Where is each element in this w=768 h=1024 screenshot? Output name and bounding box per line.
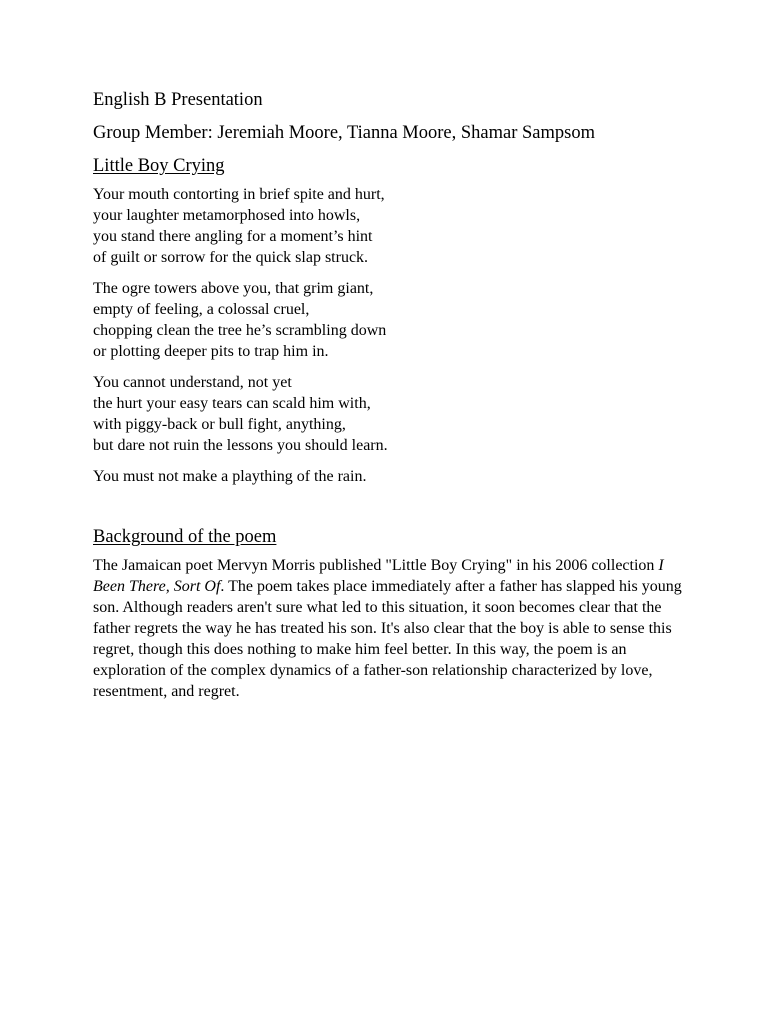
poem-title: Little Boy Crying: [93, 156, 225, 176]
poem-line: chopping clean the tree he’s scrambling down: [93, 322, 387, 339]
poem-stanza-2: [93, 278, 708, 362]
poem-line: you stand there angling for a moment’s hint: [93, 228, 373, 245]
background-text-before: The Jamaican poet Mervyn Morris published "Little Boy Crying" in his 2006 collection: [93, 557, 659, 574]
poem-line: but dare not ruin the lessons you should learn.: [93, 437, 388, 454]
poem-stanza-4: [93, 466, 708, 487]
poem-line: Your mouth contorting in brief spite and hurt,: [93, 186, 385, 203]
background-paragraph: [93, 555, 683, 702]
poem-line: the hurt your easy tears can scald him with,: [93, 395, 371, 412]
poem-line: empty of feeling, a colossal cruel,: [93, 301, 310, 318]
poem-line: your laughter metamorphosed into howls,: [93, 207, 361, 224]
document-title: English B Presentation: [93, 90, 263, 110]
collection-title: I Been There, Sort Of: [93, 557, 664, 595]
poem-line: The ogre towers above you, that grim giant,: [93, 280, 374, 297]
group-members: Group Member: Jeremiah Moore, Tianna Moore, Shamar Sampsom: [93, 123, 595, 143]
background-text-after: . The poem takes place immediately after a father has slapped his young son. Although readers aren't sure what led to this situation, it soon becomes clear that the father regrets the way he has treated his son. It's also clear that the boy is able to sense this regret, though this does nothing to make him feel better. In this way, the poem is an exploration of the complex dynamics of a father-son relationship characterized by love, resentment, and regret.: [93, 578, 682, 700]
poem-line: or plotting deeper pits to trap him in.: [93, 343, 329, 360]
poem-stanza-3: [93, 372, 708, 456]
section-spacer: [93, 497, 708, 525]
poem-line: You cannot understand, not yet: [93, 374, 292, 391]
poem-stanza-1: [93, 184, 708, 268]
poem-line: You must not make a plaything of the rain.: [93, 468, 367, 485]
poem-line: with piggy-back or bull fight, anything,: [93, 416, 346, 433]
poem-line: of guilt or sorrow for the quick slap struck.: [93, 249, 369, 266]
background-heading: Background of the poem: [93, 527, 277, 547]
